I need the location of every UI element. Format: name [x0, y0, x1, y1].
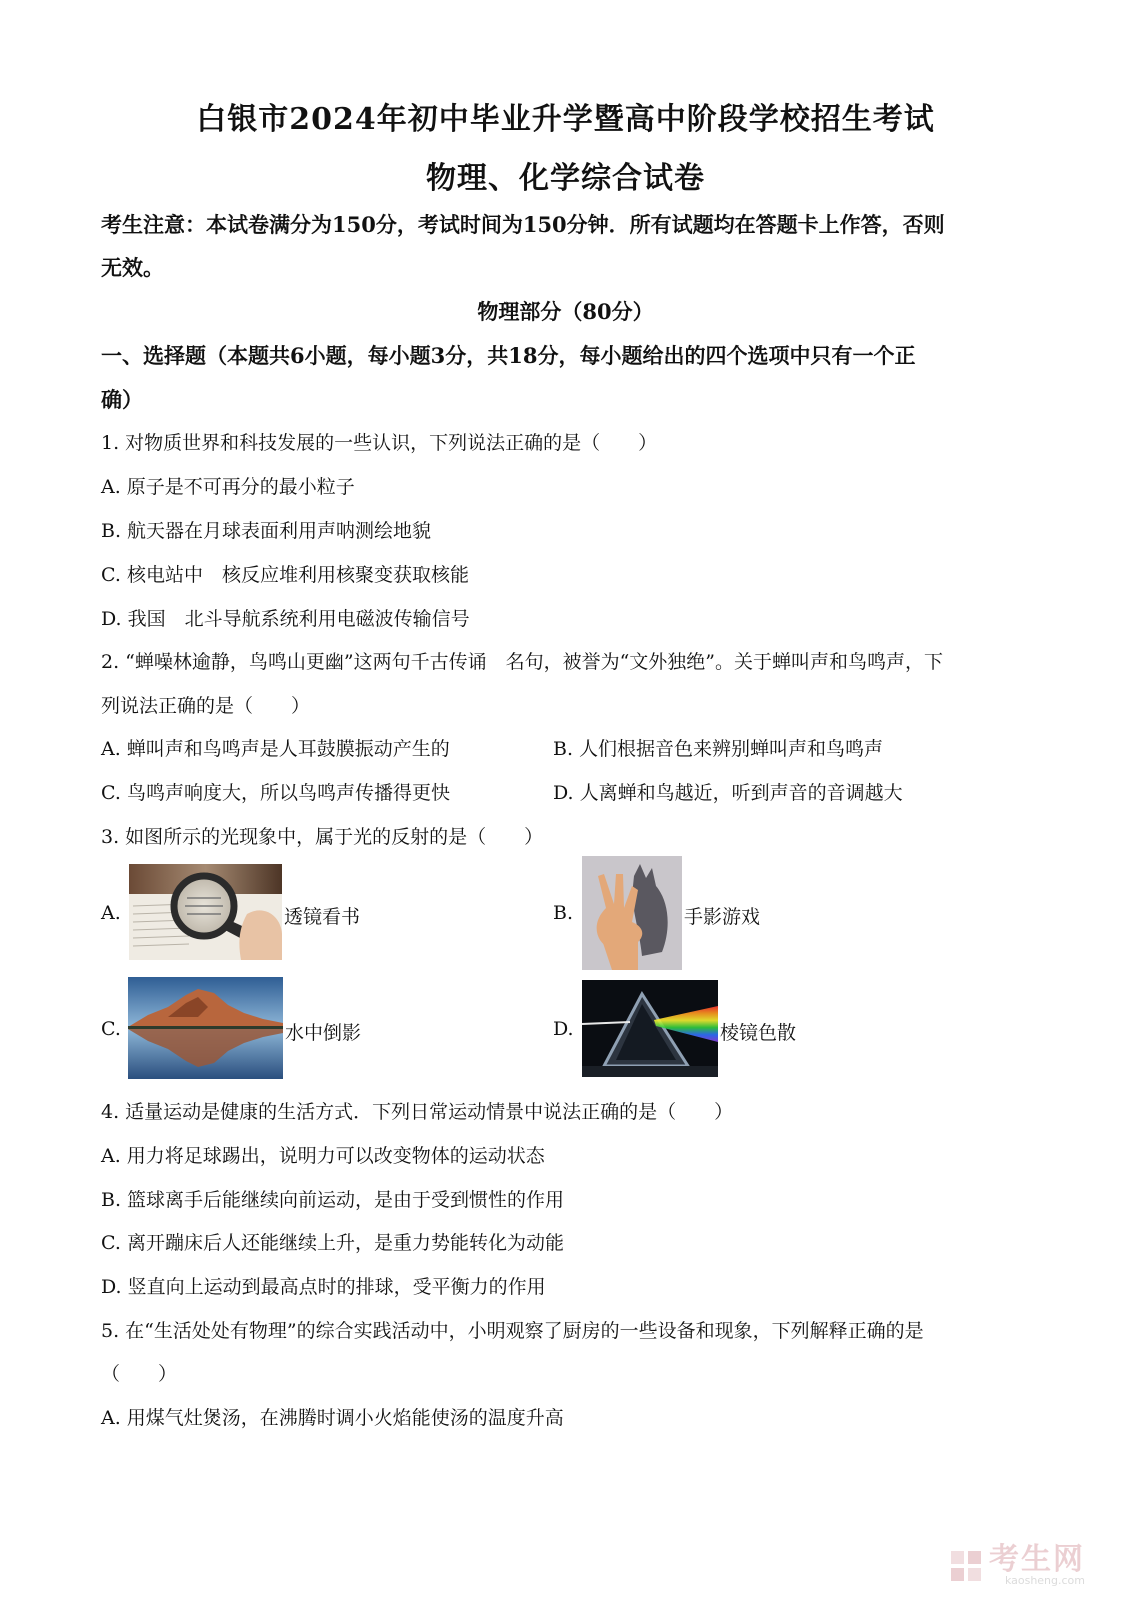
notice-line-2: 无效。	[101, 255, 164, 280]
q3-option-d-letter: D.	[553, 1018, 574, 1040]
q3-option-a-label: 透镜看书	[284, 906, 361, 928]
watermark-text: 考生网	[989, 1542, 1085, 1577]
part-title: 物理部分（80分）	[477, 299, 654, 324]
q5-option-a: A. 用煤气灶煲汤，在沸腾时调小火焰能使汤的温度升高	[101, 1407, 564, 1429]
watermark-url: kaosheng.com	[1004, 1574, 1085, 1587]
q2-stem-line-1: 2. “蝉噪林逾静，鸟鸣山更幽”这两句千古传诵 名句，被誉为“文外独绝”。关于蝉叫声和鸟鸣声，下	[101, 651, 944, 673]
section-heading-line-1: 一、选择题（本题共6小题，每小题3分，共18分，每小题给出的四个选项中只有一个正	[101, 343, 916, 368]
notice-line-1: 考生注意：本试卷满分为150分，考试时间为150分钟．所有试题均在答题卡上作答，否则	[101, 212, 945, 237]
q3-option-b-letter: B.	[553, 902, 574, 924]
water-reflection-image	[128, 977, 283, 1079]
q4-option-a: A. 用力将足球踢出，说明力可以改变物体的运动状态	[101, 1145, 545, 1167]
q2-option-d: D. 人离蝉和鸟越近，听到声音的音调越大	[553, 782, 903, 804]
q1-option-d: D. 我国 北斗导航系统利用电磁波传输信号	[101, 608, 470, 630]
section-heading-line-2: 确）	[101, 387, 143, 412]
q2-option-b: B. 人们根据音色来辨别蝉叫声和鸟鸣声	[553, 738, 884, 760]
q3-option-b-label: 手影游戏	[684, 906, 761, 928]
q1-option-c: C. 核电站中 核反应堆利用核聚变获取核能	[101, 564, 469, 586]
q4-option-d: D. 竖直向上运动到最高点时的排球，受平衡力的作用	[101, 1276, 546, 1298]
exam-subtitle: 物理、化学综合试卷	[426, 161, 705, 196]
exam-title: 白银市2024年初中毕业升学暨高中阶段学校招生考试	[196, 102, 935, 137]
hand-shadow-image	[582, 856, 682, 970]
q4-option-c: C. 离开蹦床后人还能继续上升，是重力势能转化为动能	[101, 1232, 564, 1254]
q1-option-b: B. 航天器在月球表面利用声呐测绘地貌	[101, 520, 432, 542]
q1-option-a: A. 原子是不可再分的最小粒子	[101, 476, 355, 498]
kaosheng-logo-icon	[949, 1549, 983, 1583]
q4-stem: 4. 适量运动是健康的生活方式．下列日常运动情景中说法正确的是（ ）	[101, 1101, 734, 1123]
q3-option-d-label: 棱镜色散	[720, 1022, 797, 1044]
q5-stem-line-2: （ ）	[101, 1363, 178, 1385]
q2-option-c: C. 鸟鸣声响度大，所以鸟鸣声传播得更快	[101, 782, 450, 804]
q2-stem-line-2: 列说法正确的是（ ）	[101, 695, 311, 717]
q5-stem-line-1: 5. 在“生活处处有物理”的综合实践活动中，小明观察了厨房的一些设备和现象，下列解释正确的是	[101, 1320, 924, 1342]
q2-option-a: A. 蝉叫声和鸟鸣声是人耳鼓膜振动产生的	[101, 738, 450, 760]
q3-option-c-letter: C.	[101, 1018, 121, 1040]
prism-dispersion-image	[582, 980, 718, 1077]
q1-stem: 1. 对物质世界和科技发展的一些认识，下列说法正确的是（ ）	[101, 432, 658, 454]
watermark	[949, 1542, 1085, 1587]
magnifying-glass-image	[129, 864, 282, 960]
q3-stem: 3. 如图所示的光现象中，属于光的反射的是（ ）	[101, 826, 544, 848]
q3-option-c-label: 水中倒影	[285, 1022, 362, 1044]
q3-option-a-letter: A.	[101, 902, 121, 924]
q4-option-b: B. 篮球离手后能继续向前运动，是由于受到惯性的作用	[101, 1189, 565, 1211]
